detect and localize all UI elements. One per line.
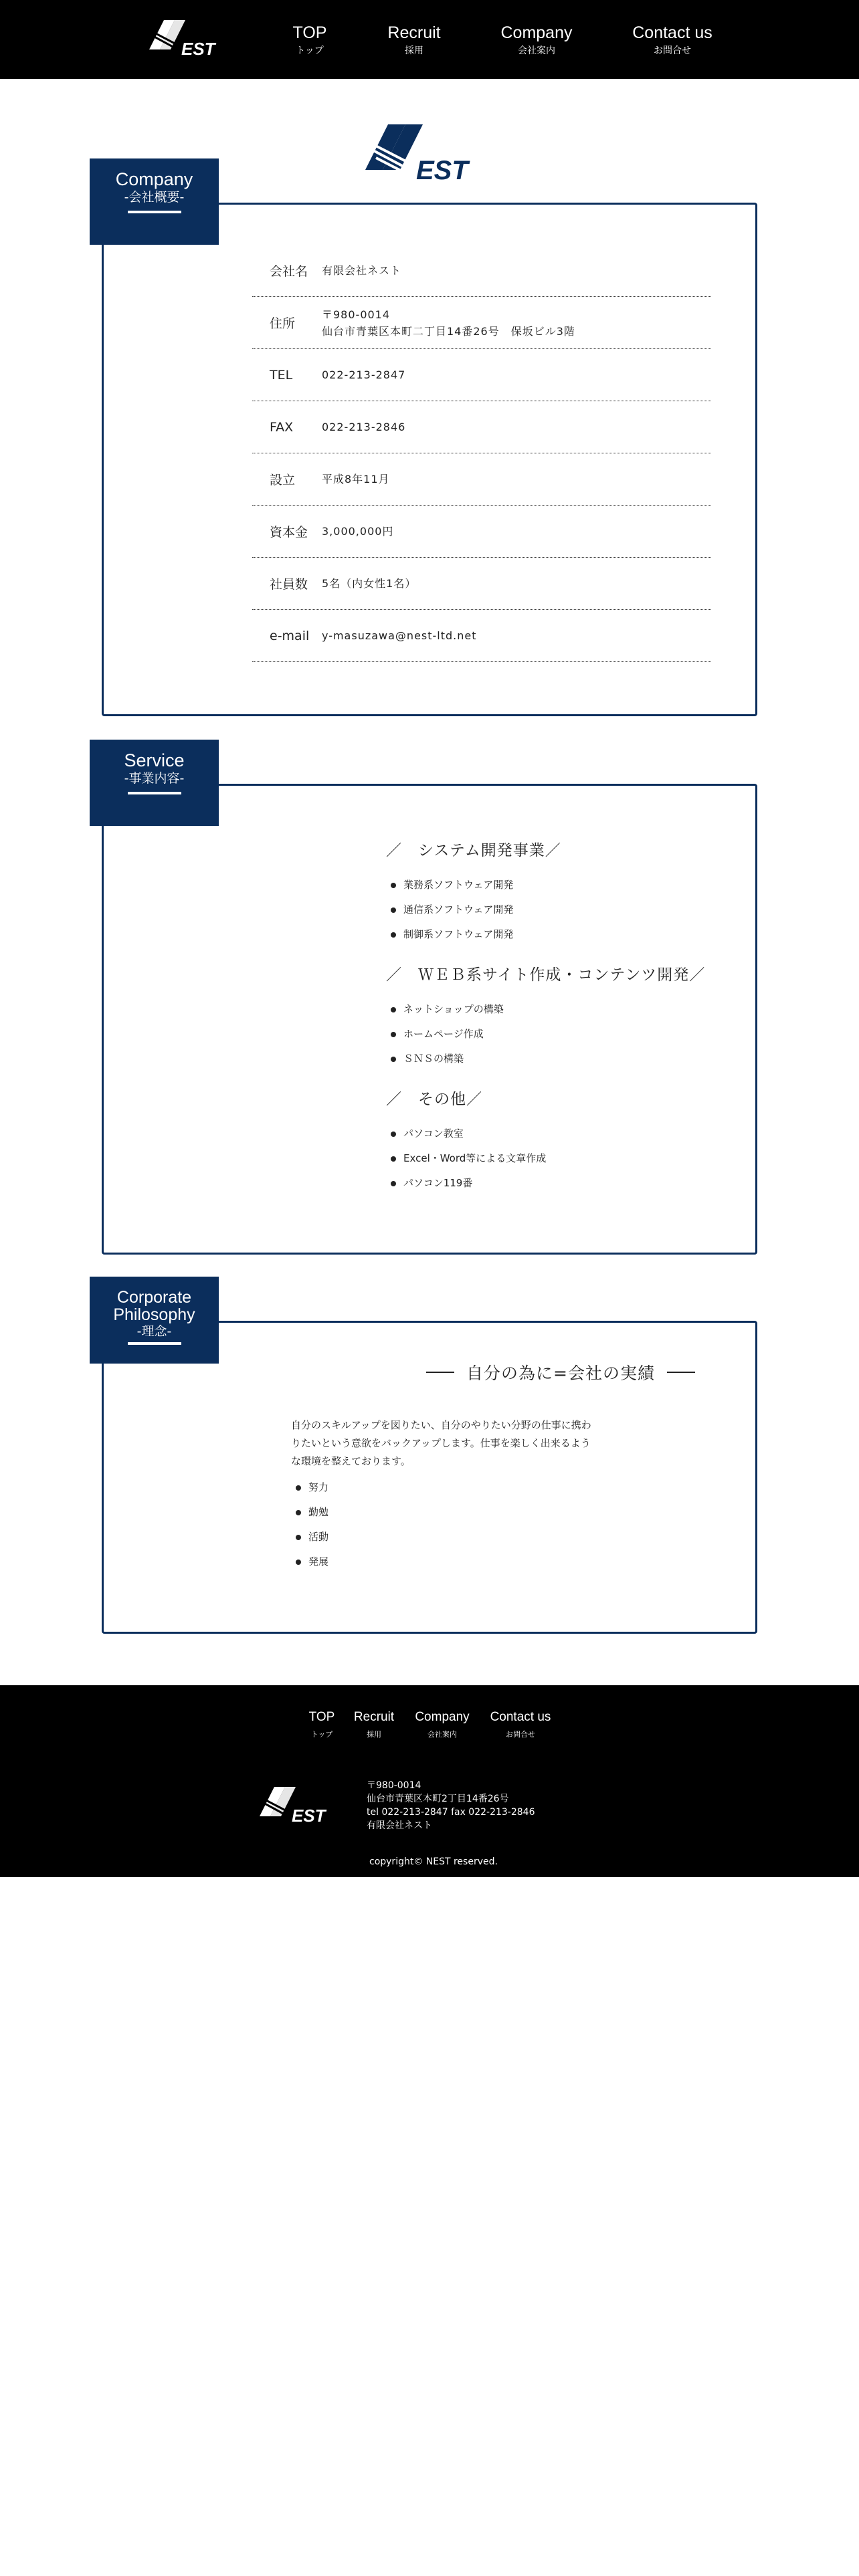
row-value: 平成8年11月	[322, 473, 390, 486]
nav-company-jp: 会社案内	[518, 45, 555, 56]
service-list	[403, 873, 513, 947]
footer-nav-recruit-jp: 採用	[367, 1730, 381, 1739]
footer-nav-top-en: TOP	[308, 1710, 335, 1724]
list-item: 制御系ソフトウェア開発	[403, 922, 513, 947]
table-row	[252, 558, 711, 610]
company-label-en: Company	[115, 169, 193, 189]
service-group-title: ／ ＷＥＢ系サイト作成・コンテンツ開発／	[386, 966, 706, 984]
nav-contact-en: Contact us	[632, 23, 712, 42]
list-item: ＳＮＳの構築	[403, 1047, 504, 1071]
list-item: Excel・Word等による文章作成	[403, 1146, 546, 1171]
company-label	[90, 158, 219, 245]
row-value: 5名（内女性1名）	[322, 577, 417, 590]
footer-nav-contact-jp: お問合せ	[506, 1730, 535, 1739]
table-row	[252, 506, 711, 558]
list-item: パソコン教室	[403, 1121, 546, 1146]
row-key: 会社名	[270, 264, 308, 279]
nav-top[interactable]	[288, 23, 332, 58]
table-row	[252, 349, 711, 401]
company-info-table	[252, 245, 711, 662]
footer-phone: tel 022-213-2847 fax 022-213-2846	[367, 1807, 535, 1818]
label-underline	[128, 211, 181, 213]
philosophy-label-en2: Philosophy	[113, 1305, 195, 1324]
footer-nav-top-jp: トップ	[310, 1730, 333, 1739]
philosophy-list	[308, 1475, 328, 1574]
nest-main-logo-icon	[359, 122, 490, 183]
row-key: 設立	[270, 473, 296, 488]
row-key: 資本金	[270, 525, 308, 540]
service-label-jp: -事業内容-	[124, 771, 185, 786]
nest-logo-icon[interactable]	[144, 17, 231, 59]
list-item: 努力	[308, 1475, 328, 1500]
row-key: e-mail	[270, 628, 310, 643]
philosophy-label	[90, 1277, 219, 1364]
row-value	[322, 306, 575, 340]
philosophy-card	[102, 1321, 757, 1634]
table-row	[252, 245, 711, 297]
row-key: 社員数	[270, 577, 308, 592]
svg-text:EST: EST	[292, 1806, 326, 1826]
service-label-en: Service	[124, 750, 185, 770]
footer-street: 仙台市青葉区本町2丁目14番26号	[367, 1794, 509, 1804]
list-item: 通信系ソフトウェア開発	[403, 897, 513, 922]
list-item: 業務系ソフトウェア開発	[403, 873, 513, 897]
philosophy-label-jp: -理念-	[136, 1324, 172, 1339]
table-row	[252, 453, 711, 506]
nav-recruit[interactable]	[383, 23, 446, 58]
footer-address	[367, 1779, 535, 1832]
list-item: ネットショップの構築	[403, 997, 504, 1022]
nav-contact-jp: お問合せ	[654, 45, 691, 56]
footer-nav-company[interactable]	[413, 1709, 471, 1740]
footer-company-name: 有限会社ネスト	[367, 1820, 432, 1831]
svg-text:EST: EST	[181, 39, 215, 59]
row-value: 022-213-2847	[322, 368, 406, 381]
svg-text:EST: EST	[416, 156, 468, 183]
email-link[interactable]: y-masuzawa@nest-ltd.net	[322, 629, 477, 642]
service-group-title: ／ その他／	[386, 1091, 482, 1108]
philosophy-description: 自分のスキルアップを図りたい、自分のやりたい分野の仕事に携わりたいという意欲をバックアップします。仕事を楽しく出来るような環境を整えております。	[291, 1419, 591, 1467]
nav-company[interactable]	[496, 23, 577, 58]
service-label	[90, 740, 219, 826]
table-row	[252, 297, 711, 349]
row-key: 住所	[270, 316, 296, 331]
site-footer	[0, 1685, 859, 1877]
footer-nav-top[interactable]	[305, 1709, 339, 1740]
list-item: 活動	[308, 1525, 328, 1549]
label-underline	[128, 1342, 181, 1345]
nav-recruit-en: Recruit	[387, 23, 441, 42]
service-list	[403, 997, 504, 1071]
site-header	[0, 0, 859, 79]
philosophy-label-en1: Corporate	[116, 1288, 192, 1307]
title-line-right	[667, 1372, 695, 1373]
list-item: 発展	[308, 1549, 328, 1574]
philosophy-title-text: 自分の為に=会社の実績	[466, 1364, 655, 1383]
list-item: 勤勉	[308, 1500, 328, 1525]
footer-nav-company-en: Company	[415, 1710, 470, 1724]
row-value: 022-213-2846	[322, 421, 406, 433]
nav-recruit-jp: 採用	[405, 45, 423, 56]
footer-nav-recruit-en: Recruit	[353, 1710, 395, 1724]
nav-contact[interactable]	[628, 23, 717, 58]
company-label-jp: -会社概要-	[124, 190, 185, 205]
list-item: ホームページ作成	[403, 1022, 504, 1047]
footer-nav-contact-en: Contact us	[490, 1710, 551, 1724]
nav-top-en: TOP	[292, 23, 327, 42]
table-row	[252, 401, 711, 453]
nav-top-jp: トップ	[296, 45, 324, 56]
philosophy-title	[414, 1360, 707, 1384]
service-list	[403, 1121, 546, 1196]
footer-nav-recruit[interactable]	[352, 1709, 396, 1740]
company-card	[102, 203, 757, 716]
address-line: 仙台市青葉区本町二丁目14番26号 保坂ビル3階	[322, 324, 575, 338]
service-card	[102, 784, 757, 1255]
nav-company-en: Company	[500, 23, 573, 42]
footer-nav-contact[interactable]	[488, 1709, 553, 1740]
row-value: 有限会社ネスト	[322, 264, 402, 277]
list-item: パソコン119番	[403, 1171, 546, 1196]
label-underline	[128, 792, 181, 794]
row-value: 3,000,000円	[322, 525, 394, 538]
title-line-left	[426, 1372, 454, 1373]
service-group-title: ／ システム開発事業／	[386, 842, 561, 859]
table-row	[252, 610, 711, 662]
copyright: copyright© NEST reserved.	[369, 1856, 498, 1867]
row-key: TEL	[270, 367, 293, 383]
footer-nav-company-jp: 会社案内	[427, 1730, 457, 1739]
footer-postal: 〒980-0014	[367, 1780, 421, 1791]
footer-nest-logo-icon	[254, 1784, 341, 1826]
postal-code: 〒980-0014	[322, 308, 391, 321]
row-key: FAX	[270, 419, 294, 435]
